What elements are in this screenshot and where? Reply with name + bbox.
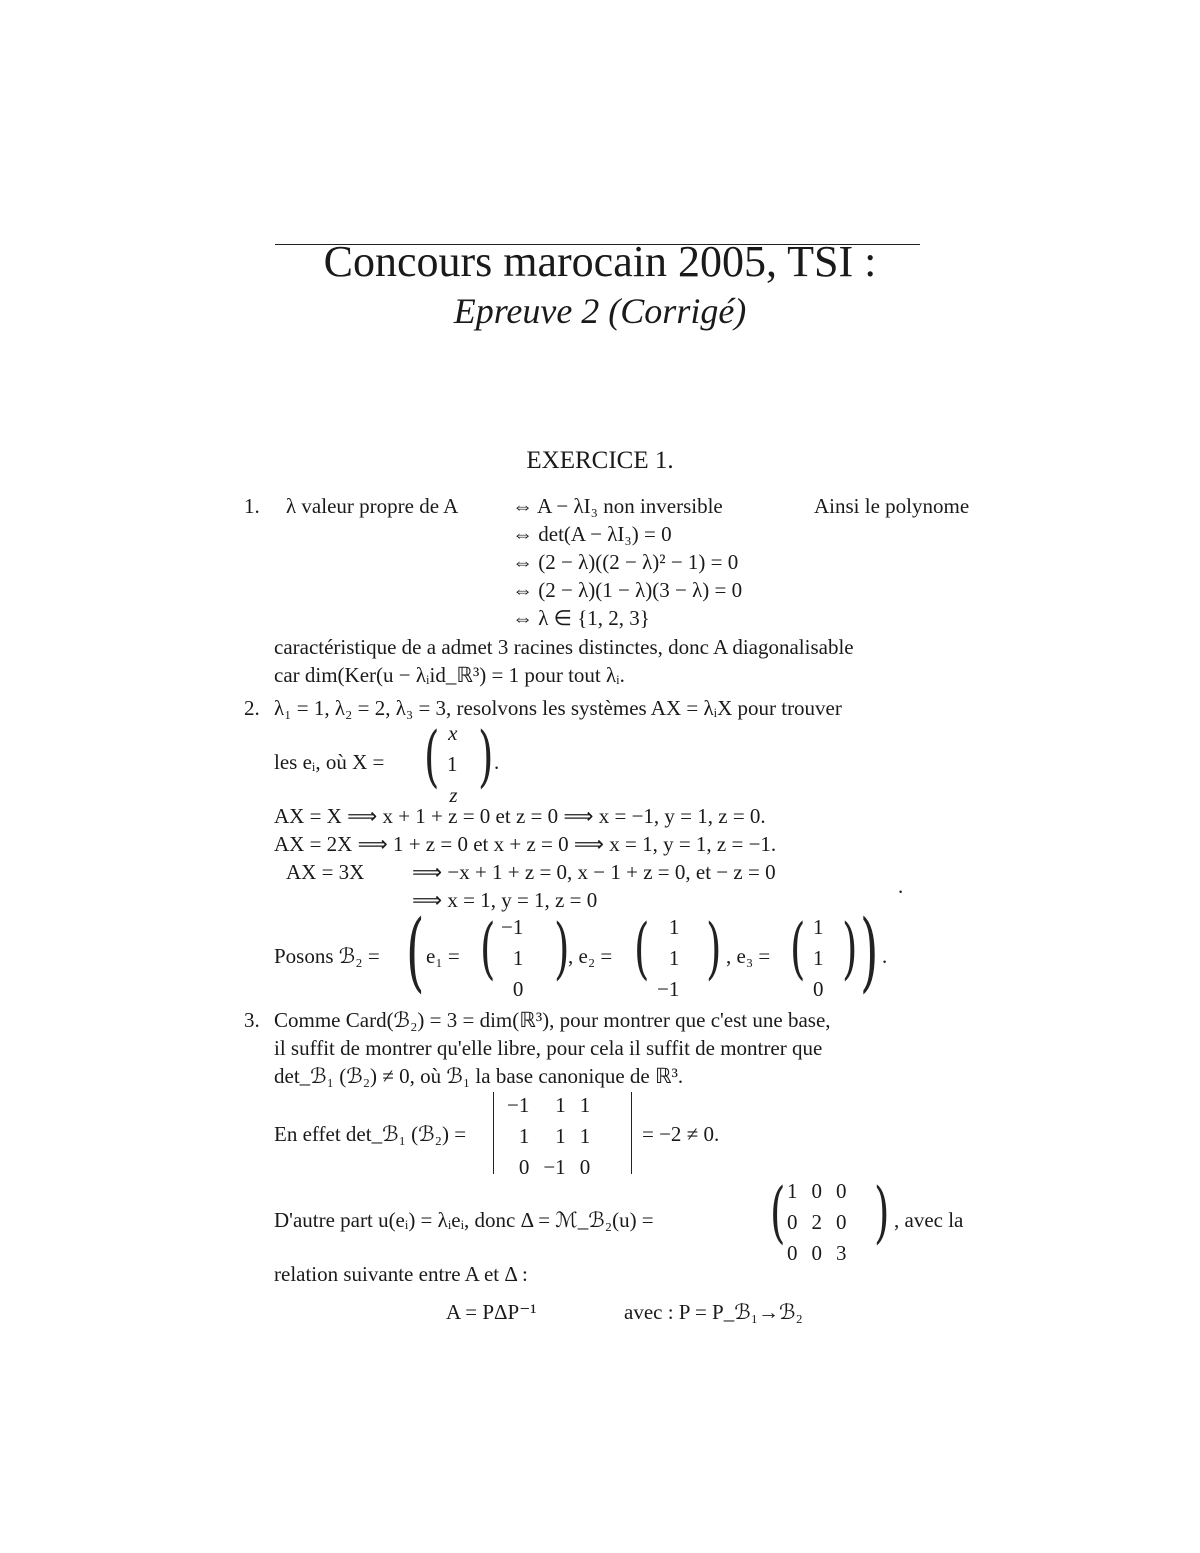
q2-line-3b: ⟹ −x + 1 + z = 0, x − 1 + z = 0, et − z = 0 bbox=[412, 860, 776, 884]
delta-right-paren: ) bbox=[874, 1174, 890, 1251]
e2-label: , e₂ = bbox=[568, 944, 613, 968]
formula-right: avec : P = P_ℬ₁→ℬ₂ bbox=[624, 1300, 803, 1324]
q1-number: 1. bbox=[244, 494, 260, 518]
det-cell: −1 bbox=[507, 1093, 530, 1117]
det-cell: 1 bbox=[579, 1124, 591, 1148]
delta-left-paren: ( bbox=[770, 1174, 786, 1251]
x-vector-entry: z bbox=[449, 783, 458, 807]
delta-cell: 0 bbox=[836, 1179, 847, 1203]
det-label: En effet det_ℬ₁ (ℬ₂) = bbox=[274, 1122, 467, 1146]
det-cell: 1 bbox=[555, 1093, 566, 1117]
delta-cell: 0 bbox=[836, 1210, 847, 1234]
exercise-heading: EXERCICE 1. bbox=[526, 447, 674, 474]
q3-number: 3. bbox=[244, 1008, 260, 1032]
det-matrix bbox=[500, 1090, 597, 1183]
q2-line-3c: ⟹ x = 1, y = 1, z = 0 bbox=[412, 888, 598, 912]
det-cell: 0 bbox=[579, 1155, 591, 1179]
q2-line-1: AX = X ⟹ x + 1 + z = 0 et z = 0 ⟹ x = −1, y = 1, z = 0. bbox=[274, 804, 766, 828]
q3-relation: relation suivante entre A et Δ : bbox=[274, 1262, 528, 1286]
x-vector-right-paren: ) bbox=[478, 718, 494, 795]
q2-system-dot: . bbox=[898, 874, 904, 898]
q1-conclusion-2: car dim(Ker(u − λᵢid_ℝ³) = 1 pour tout λᵢ. bbox=[274, 663, 625, 687]
q2-number: 2. bbox=[244, 696, 260, 720]
e3-left-paren: ( bbox=[790, 910, 806, 987]
e3-right-paren: ) bbox=[842, 910, 858, 987]
delta-cell: 0 bbox=[787, 1241, 798, 1265]
delta-matrix bbox=[780, 1176, 854, 1269]
det-left-bar bbox=[493, 1092, 494, 1174]
e2-entry: 1 bbox=[668, 946, 680, 970]
det-cell: −1 bbox=[543, 1155, 566, 1179]
q1-conclusion-1: caractéristique de a admet 3 racines distinctes, donc A diagonalisable bbox=[274, 635, 854, 659]
e3-entry: 1 bbox=[813, 915, 824, 939]
e3-vector bbox=[806, 912, 831, 1005]
delta-cell: 0 bbox=[787, 1210, 798, 1234]
page-title: Concours marocain 2005, TSI : bbox=[323, 237, 877, 286]
q2-line-3a: AX = 3X bbox=[286, 860, 365, 884]
q2-intro: λ₁ = 1, λ₂ = 2, λ₃ = 3, resolvons les systèmes AX = λᵢX pour trouver bbox=[274, 696, 842, 720]
q1-step-4: ⇔ (2 − λ)(1 − λ)(3 − λ) = 0 bbox=[512, 578, 743, 602]
formula-left: A = PΔP⁻¹ bbox=[446, 1300, 537, 1324]
q1-step-1: ⇔ A − λI₃ non inversible bbox=[512, 494, 723, 518]
basis-period: . bbox=[882, 944, 888, 968]
e1-vector bbox=[494, 912, 530, 1005]
e2-entry: 1 bbox=[668, 915, 680, 939]
q2-les-ei: les eᵢ, où X = bbox=[274, 750, 385, 774]
e1-entry: −1 bbox=[501, 915, 524, 939]
e1-entry: 1 bbox=[512, 946, 524, 970]
q3-dautre: D'autre part u(eᵢ) = λᵢeᵢ, donc Δ = ℳ_ℬ₂(u) = bbox=[274, 1208, 654, 1232]
e3-entry: 1 bbox=[813, 946, 824, 970]
q3-text-3: det_ℬ₁ (ℬ₂) ≠ 0, où ℬ₁ la base canonique de ℝ³. bbox=[274, 1064, 684, 1088]
e2-left-paren: ( bbox=[634, 910, 650, 987]
q3-avec-la: , avec la bbox=[894, 1208, 964, 1232]
q1-step-5: ⇔ λ ∈ {1, 2, 3} bbox=[512, 606, 650, 630]
e2-right-paren: ) bbox=[706, 910, 722, 987]
q2-line-2: AX = 2X ⟹ 1 + z = 0 et x + z = 0 ⟹ x = 1, y = 1, z = −1. bbox=[274, 832, 777, 856]
basis-right-paren: ) bbox=[860, 902, 879, 1002]
delta-cell: 2 bbox=[811, 1210, 822, 1234]
e3-label: , e₃ = bbox=[726, 944, 771, 968]
x-vector-entry: 1 bbox=[447, 752, 458, 776]
det-right-bar bbox=[631, 1092, 632, 1174]
e1-left-paren: ( bbox=[480, 910, 496, 987]
det-cell: 1 bbox=[555, 1124, 566, 1148]
det-cell: 1 bbox=[518, 1124, 530, 1148]
q1-step-3: ⇔ (2 − λ)((2 − λ)² − 1) = 0 bbox=[512, 550, 739, 574]
e2-entry: −1 bbox=[657, 977, 680, 1001]
q1-lhs: λ valeur propre de A bbox=[286, 494, 459, 518]
det-cell: 1 bbox=[579, 1093, 591, 1117]
x-vector bbox=[440, 718, 465, 811]
q3-text-1: Comme Card(ℬ₂) = 3 = dim(ℝ³), pour montrer que c'est une base, bbox=[274, 1008, 831, 1032]
e1-entry: 0 bbox=[512, 977, 524, 1001]
delta-cell: 0 bbox=[811, 1241, 822, 1265]
delta-cell: 1 bbox=[787, 1179, 798, 1203]
q2-posons: Posons ℬ₂ = bbox=[274, 944, 380, 968]
x-vector-entry: x bbox=[448, 721, 458, 745]
q3-text-2: il suffit de montrer qu'elle libre, pour cela il suffit de montrer que bbox=[274, 1036, 823, 1060]
det-result: = −2 ≠ 0. bbox=[642, 1122, 720, 1146]
page-subtitle: Epreuve 2 (Corrigé) bbox=[453, 291, 747, 331]
basis-left-paren: ( bbox=[406, 902, 425, 1002]
e3-entry: 0 bbox=[813, 977, 824, 1001]
q1-aside: Ainsi le polynome bbox=[814, 494, 970, 518]
x-vector-left-paren: ( bbox=[424, 718, 440, 795]
x-vector-period: . bbox=[494, 750, 500, 774]
q1-step-2: ⇔ det(A − λI₃) = 0 bbox=[512, 522, 672, 546]
e1-label: e₁ = bbox=[426, 944, 460, 968]
delta-cell: 0 bbox=[811, 1179, 822, 1203]
e2-vector bbox=[650, 912, 686, 1005]
e1-right-paren: ) bbox=[554, 910, 570, 987]
delta-cell: 3 bbox=[836, 1241, 847, 1265]
det-cell: 0 bbox=[518, 1155, 530, 1179]
